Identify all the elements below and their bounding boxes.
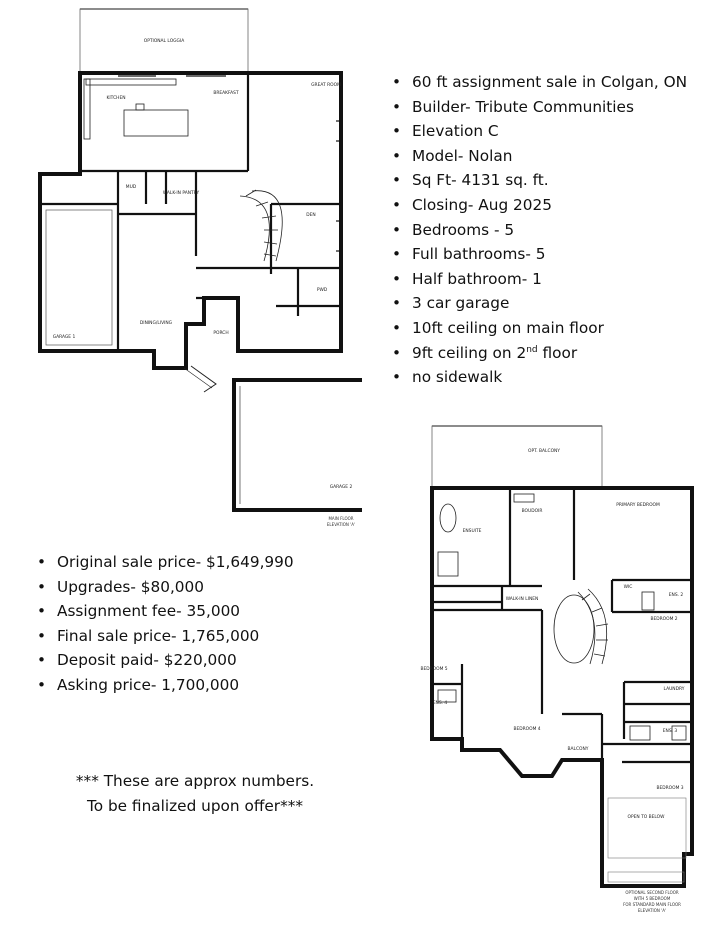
room-label-ens3: ENS. 3: [662, 729, 678, 734]
room-label-den: DEN: [306, 213, 316, 218]
spec-item: • 60 ft assignment sale in Colgan, ON: [391, 70, 687, 95]
pricing-list: [36, 550, 294, 698]
spec-item: • Builder- Tribute Communities: [391, 95, 687, 120]
main-floor-outer-walls: [40, 73, 341, 368]
spec-item: • Bedrooms - 5: [391, 218, 687, 243]
room-label-ens2: ENS. 2: [668, 593, 684, 598]
room-label-ens4: ENS. 4: [432, 701, 448, 706]
room-label-powder: PWD: [316, 288, 328, 293]
second-floor-drawing: [402, 414, 708, 926]
room-label-porch: PORCH: [213, 331, 229, 336]
room-label-bedroom4: BEDROOM 4: [513, 727, 541, 732]
price-item: • Upgrades- $80,000: [36, 575, 294, 600]
price-item: • Original sale price- $1,649,990: [36, 550, 294, 575]
spec-text: floor: [537, 343, 578, 362]
spec-item: • Sq Ft- 4131 sq. ft.: [391, 168, 687, 193]
main-staircase: [240, 190, 282, 261]
room-label-walk-in-linen: WALK-IN LINEN: [505, 597, 539, 602]
main-floor-interior-walls: [40, 73, 341, 351]
room-label-mud: MUD: [125, 185, 137, 190]
spec-item: • 3 car garage: [391, 291, 687, 316]
spec-item: • Elevation C: [391, 119, 687, 144]
room-label-ensuite: ENSUITE: [462, 529, 482, 534]
room-label-balcony: BALCONY: [567, 747, 589, 752]
room-label-great-room: GREAT ROOM: [311, 83, 341, 88]
main-floor-caption-line2: ELEVATION 'A': [326, 522, 356, 527]
room-label-garage1: GARAGE 1: [52, 335, 76, 340]
spec-item: • Closing- Aug 2025: [391, 193, 687, 218]
room-label-walk-in-pantry: WALK-IN PANTRY: [162, 191, 200, 196]
room-label-dining-living: DINING/LIVING: [139, 321, 173, 326]
main-floor-drawing: [36, 6, 362, 532]
price-item: • Asking price- 1,700,000: [36, 673, 294, 698]
second-floor-caption-line4: ELEVATION 'A': [637, 908, 667, 913]
room-label-bedroom2: BEDROOM 2: [650, 617, 678, 622]
second-floor-outer-walls: [432, 488, 692, 886]
room-label-bedroom3: BEDROOM 3: [656, 786, 684, 791]
opt-balcony-outline: [432, 426, 602, 488]
price-item: • Final sale price- 1,765,000: [36, 624, 294, 649]
room-label-open-to-below: OPEN TO BELOW: [627, 815, 665, 820]
garage2-walls: [234, 380, 362, 510]
room-label-garage2: GARAGE 2: [329, 485, 353, 490]
room-label-primary-bedroom: PRIMARY BEDROOM: [616, 503, 660, 508]
spec-item: • no sidewalk: [391, 365, 687, 390]
superscript-nd: nd: [526, 344, 538, 355]
room-label-kitchen: KITCHEN: [106, 96, 126, 101]
room-label-laundry: LAUNDRY: [663, 687, 685, 692]
disclaimer-line-1: *** These are approx numbers.: [75, 772, 315, 790]
disclaimer-note: [40, 769, 350, 819]
price-item: • Deposit paid- $220,000: [36, 648, 294, 673]
spec-item: • Model- Nolan: [391, 144, 687, 169]
room-label-loggia: OPTIONAL LOGGIA: [143, 39, 185, 44]
second-floor-caption-line3: FOR STANDARD MAIN FLOOR: [623, 902, 681, 907]
second-floor-caption-line1: OPTIONAL SECOND FLOOR: [625, 890, 679, 895]
spiral-staircase: [554, 589, 608, 664]
room-label-boudoir: BOUDOIR: [521, 509, 543, 514]
second-floor-plan: [402, 414, 708, 926]
spec-text: 9ft ceiling on 2: [412, 343, 527, 362]
disclaimer-line-2: To be finalized upon offer***: [86, 797, 304, 815]
spec-item-2nd-floor-ceiling: [391, 341, 687, 366]
kitchen-fixtures: [84, 79, 188, 139]
main-floor-caption-line1: MAIN FLOOR: [328, 516, 354, 521]
room-label-wic: WIC: [623, 585, 633, 590]
room-label-breakfast: BREAKFAST: [213, 91, 239, 96]
price-item: • Assignment fee- 35,000: [36, 599, 294, 624]
spec-item: • 10ft ceiling on main floor: [391, 316, 687, 341]
room-label-bedroom5: BEDROOM 5: [420, 667, 448, 672]
second-floor-caption-line2: WITH 5 BEDROOM: [633, 896, 671, 901]
spec-item: • Half bathroom- 1: [391, 267, 687, 292]
spec-item: • Full bathrooms- 5: [391, 242, 687, 267]
property-specs-list: [391, 70, 687, 390]
main-floor-plan: [36, 6, 362, 532]
room-label-balcony-top: OPT. BALCONY: [527, 449, 561, 454]
